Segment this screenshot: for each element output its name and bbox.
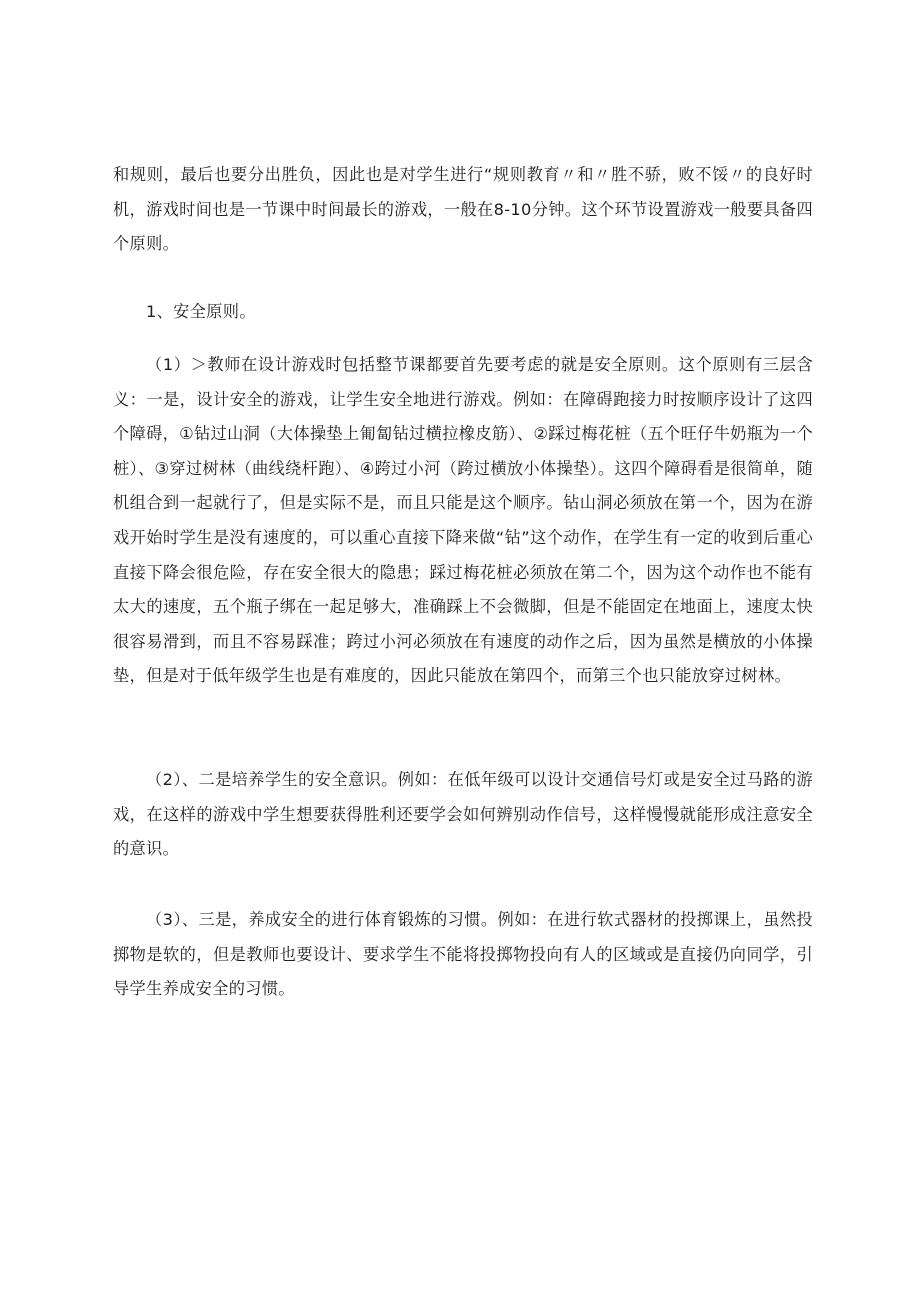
paragraph-safety-point-1: （1）＞教师在设计游戏时包括整节课都要首先要考虑的就是安全原则。这个原则有三层含义：一是，设计安全的游戏，让学生安全地进行游戏。例如：在障碍跑接力时按顺序设计了这四个障碍，①钻过山洞（大体操垫上匍匐钻过横拉橡皮筋）、②踩过梅花桩（五个旺仔牛奶瓶为一个桩）、③穿过树林（曲线绕杆跑）、④跨过小河（跨过横放小体操垫）。这四个障碍看是很简单，随机组合到一起就行了，但是实际不是，而且只能是这个顺序。钻山洞必须放在第一个，因为在游戏开始时学生是没有速度的，可以重心直接下降来做“钻”这个动作，在学生有一定的收到后重心直接下降会很危险，存在安全很大的隐患；踩过梅花桩必须放在第二个，因为这个动作也不能有太大的速度，五个瓶子绑在一起足够大，准确踩上不会微脚，但是不能固定在地面上，速度太快很容易滑到，而且不容易踩准；跨过小河必须放在有速度的动作之后，因为虽然是横放的小体操垫，但是对于低年级学生也是有难度的，因此只能放在第四个，而第三个也只能放穿过树林。 bbox=[113, 355, 813, 686]
paragraph-safety-point-2: （2）、二是培养学生的安全意识。例如：在低年级可以设计交通信号灯或是安全过马路的游戏，在这样的游戏中学生想要获得胜利还要学会如何辨别动作信号，这样慢慢就能形成注意安全的意识。 bbox=[113, 770, 813, 859]
paragraph-game-rules-intro: 和规则，最后也要分出胜负，因此也是对学生进行“规则教育〃和〃胜不骄，败不馁〃的良好时机，游戏时间也是一节课中时间最长的游戏，一般在8-10分钟。这个环节设置游戏一般要具备四个原则。 bbox=[113, 165, 813, 254]
paragraph-safety-point-3: （3）、三是，养成安全的进行体育锻炼的习惯。例如：在进行软式器材的投掷课上，虽然投掷物是软的，但是教师也要设计、要求学生不能将投掷物投向有人的区域或是直接仍向同学，引导学生养成安全的习惯。 bbox=[113, 910, 813, 999]
heading-safety-principle: 1、安全原则。 bbox=[146, 302, 256, 321]
